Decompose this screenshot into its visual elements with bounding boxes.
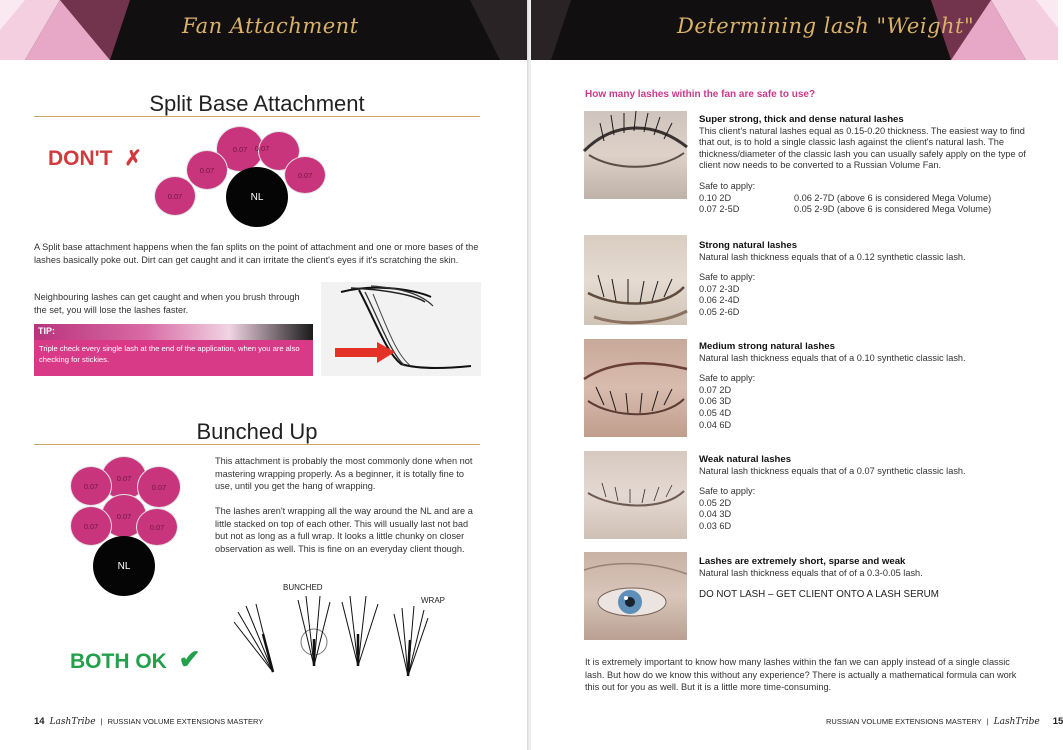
right-header-title: Determining lash "Weight" [677, 14, 975, 38]
dont-text: DON'T [48, 147, 113, 170]
split-nl-circle: NL [226, 167, 288, 227]
entry-4-description: Natural lash thickness equals that of a 0.07 synthetic classic lash. [699, 465, 966, 476]
photo-strong-lashes [584, 235, 687, 325]
left-header-band [0, 0, 529, 60]
entry-3-title: Medium strong natural lashes [699, 341, 835, 352]
entry-3-safe-label: Safe to apply: [699, 373, 756, 384]
entry-1-safe-label: Safe to apply: [699, 180, 756, 191]
right-page-number: 15 [1052, 716, 1063, 727]
split-circle-top: 0.07 [216, 126, 264, 172]
entry-3-safe-4: 0.04 6D [699, 419, 732, 430]
entry-3-safe-3: 0.05 4D [699, 407, 732, 418]
weight-question: How many lashes within the fan are safe to use? [585, 89, 816, 100]
entry-4-safe-3: 0.03 6D [699, 520, 732, 531]
bunched-title-rule [34, 444, 480, 445]
both-ok-label [70, 644, 200, 675]
right-footer-separator: | [986, 717, 989, 726]
bunched-paragraph-2: The lashes aren't wrapping all the way around the NL and are a little stacked on top of each other. This will usually last not bad but not as long as a full wrap. It looks a little chunky on closer observation as well. This is fine on an everyday client though. [215, 506, 473, 554]
entry-1-safe-1a: 0.10 2D [699, 192, 732, 203]
entry-3-description: Natural lash thickness equals that of a 0.10 synthetic classic lash. [699, 352, 966, 363]
right-footer-title: RUSSIAN VOLUME EXTENSIONS MASTERY [826, 717, 982, 726]
tip-box [34, 324, 313, 376]
split-paragraph: A Split base attachment happens when the fan splits on the point of attachment and one or more bases of the lashes basically poke out. Dirt can get caught and it can irritate the client's eyes if it's scratching the skin. [34, 242, 479, 265]
entry-4-title: Weak natural lashes [699, 454, 792, 465]
bunched-circle-top: 0.07 [101, 456, 147, 500]
entry-medium [699, 341, 1029, 431]
right-footer-brand: LashTribe [993, 716, 1040, 727]
photo-super-strong-lashes [584, 111, 687, 199]
entry-2-safe-3: 0.05 2-6D [699, 306, 740, 317]
split-circle-left: 0.07 [186, 150, 228, 190]
split-base-title: Split Base Attachment [149, 91, 365, 116]
dont-label [48, 146, 142, 171]
entry-2-safe-label: Safe to apply: [699, 272, 756, 283]
entry-1-description: This client's natural lashes equal as 0.15-0.20 thickness. The easiest way to find that out, is to hold a single classic lash against the client's natural lash. The thickness/diameter of the classic lash you can usually safely apply on the type of client now needs to be converted to a Russian Volume Fan. [699, 125, 1026, 171]
split-circle-far-left: 0.07 [154, 176, 196, 216]
both-ok-text: BOTH OK [70, 650, 167, 673]
entry-sparse [699, 556, 1029, 601]
bunched-circle-lower-left: 0.07 [70, 506, 112, 546]
left-page-number: 14 [34, 716, 45, 727]
entry-1-safe-row-1 [699, 193, 1029, 205]
bunched-nl-circle: NL [93, 536, 155, 596]
label-bunched: BUNCHED [283, 583, 323, 592]
bunched-circle-lower-right: 0.07 [136, 508, 178, 546]
bunched-circle-middle: 0.07 [101, 494, 147, 538]
entry-5-title: Lashes are extremely short, sparse and weak [699, 556, 906, 567]
eye-illustration-5 [584, 552, 687, 640]
entry-1-safe-row-2 [699, 204, 1029, 216]
entry-4-safe-1: 0.05 2D [699, 497, 732, 508]
right-header-band [531, 0, 1058, 60]
eye-illustration-3 [584, 339, 687, 437]
bunched-paragraph-1: This attachment is probably the most commonly done when not mastering wrapping properly. As a beginner, it is totally fine to use, until you get the hang of wrapping. [215, 456, 473, 492]
eye-illustration-2 [584, 235, 687, 325]
left-footer [34, 716, 263, 727]
photo-weak-lashes [584, 451, 687, 539]
entry-weak [699, 454, 1029, 533]
split-base-photo [321, 282, 481, 376]
entry-3-safe-1: 0.07 2D [699, 384, 732, 395]
left-page [0, 0, 529, 750]
entry-4-safe-label: Safe to apply: [699, 486, 756, 497]
photo-medium-lashes [584, 339, 687, 437]
photo-sparse-lashes [584, 552, 687, 640]
entry-1-safe-2a: 0.07 2-5D [699, 204, 740, 215]
bunched-circle-right: 0.07 [137, 466, 181, 508]
right-footer [826, 716, 1063, 727]
left-footer-title: RUSSIAN VOLUME EXTENSIONS MASTERY [107, 717, 264, 726]
tip-label: TIP: [38, 326, 55, 336]
entry-1-safe-2b: 0.05 2-9D (above 6 is considered Mega Volume) [794, 204, 992, 215]
split-base-illustration [321, 282, 481, 376]
entry-3-safe-2: 0.06 3D [699, 396, 732, 407]
eye-illustration-4 [584, 451, 687, 539]
entry-1-safe-1b: 0.06 2-7D (above 6 is considered Mega Volume) [794, 192, 992, 203]
split-circle-label-tr: 0.07 [254, 143, 270, 153]
eye-illustration-1 [584, 111, 687, 199]
entry-5-warning: DO NOT LASH – GET CLIENT ONTO A LASH SERUM [699, 589, 939, 601]
left-footer-brand: LashTribe [49, 716, 96, 727]
closing-paragraph: It is extremely important to know how many lashes within the fan we can apply instead of a single classic lash. But how do we know this without any experience? There is actually a mathematical formula can work this out for you as well. But it is a little more time-consuming. [585, 657, 1017, 693]
neighbour-paragraph: Neighbouring lashes can get caught and when you brush through the set, you will lose the lashes faster. [34, 292, 300, 315]
bunched-circle-left: 0.07 [70, 466, 112, 506]
entry-2-safe-1: 0.07 2-3D [699, 283, 740, 294]
check-icon: ✔ [178, 644, 201, 674]
entry-1-title: Super strong, thick and dense natural lashes [699, 114, 904, 125]
entry-5-description: Natural lash thickness equals that of of a 0.3-0.05 lash. [699, 567, 923, 578]
tip-text: Triple check every single lash at the end of the application, when you are also checking for stickies. [34, 340, 313, 376]
label-wrap: WRAP [421, 596, 445, 605]
entry-4-safe-2: 0.04 3D [699, 509, 732, 520]
left-footer-separator: | [100, 717, 103, 726]
tip-header [34, 324, 313, 340]
entry-strong [699, 240, 1029, 319]
fan-lash-illustrations [228, 594, 458, 684]
left-header-title: Fan Attachment [182, 14, 359, 38]
entry-super-strong [699, 114, 1029, 216]
split-circle-right: 0.07 [284, 156, 326, 194]
bunched-up-title: Bunched Up [196, 419, 318, 444]
entry-2-title: Strong natural lashes [699, 240, 798, 251]
cross-icon: ✗ [124, 147, 142, 170]
split-title-rule [34, 116, 480, 117]
entry-2-description: Natural lash thickness equals that of a 0.12 synthetic classic lash. [699, 251, 966, 262]
entry-2-safe-2: 0.06 2-4D [699, 295, 740, 306]
